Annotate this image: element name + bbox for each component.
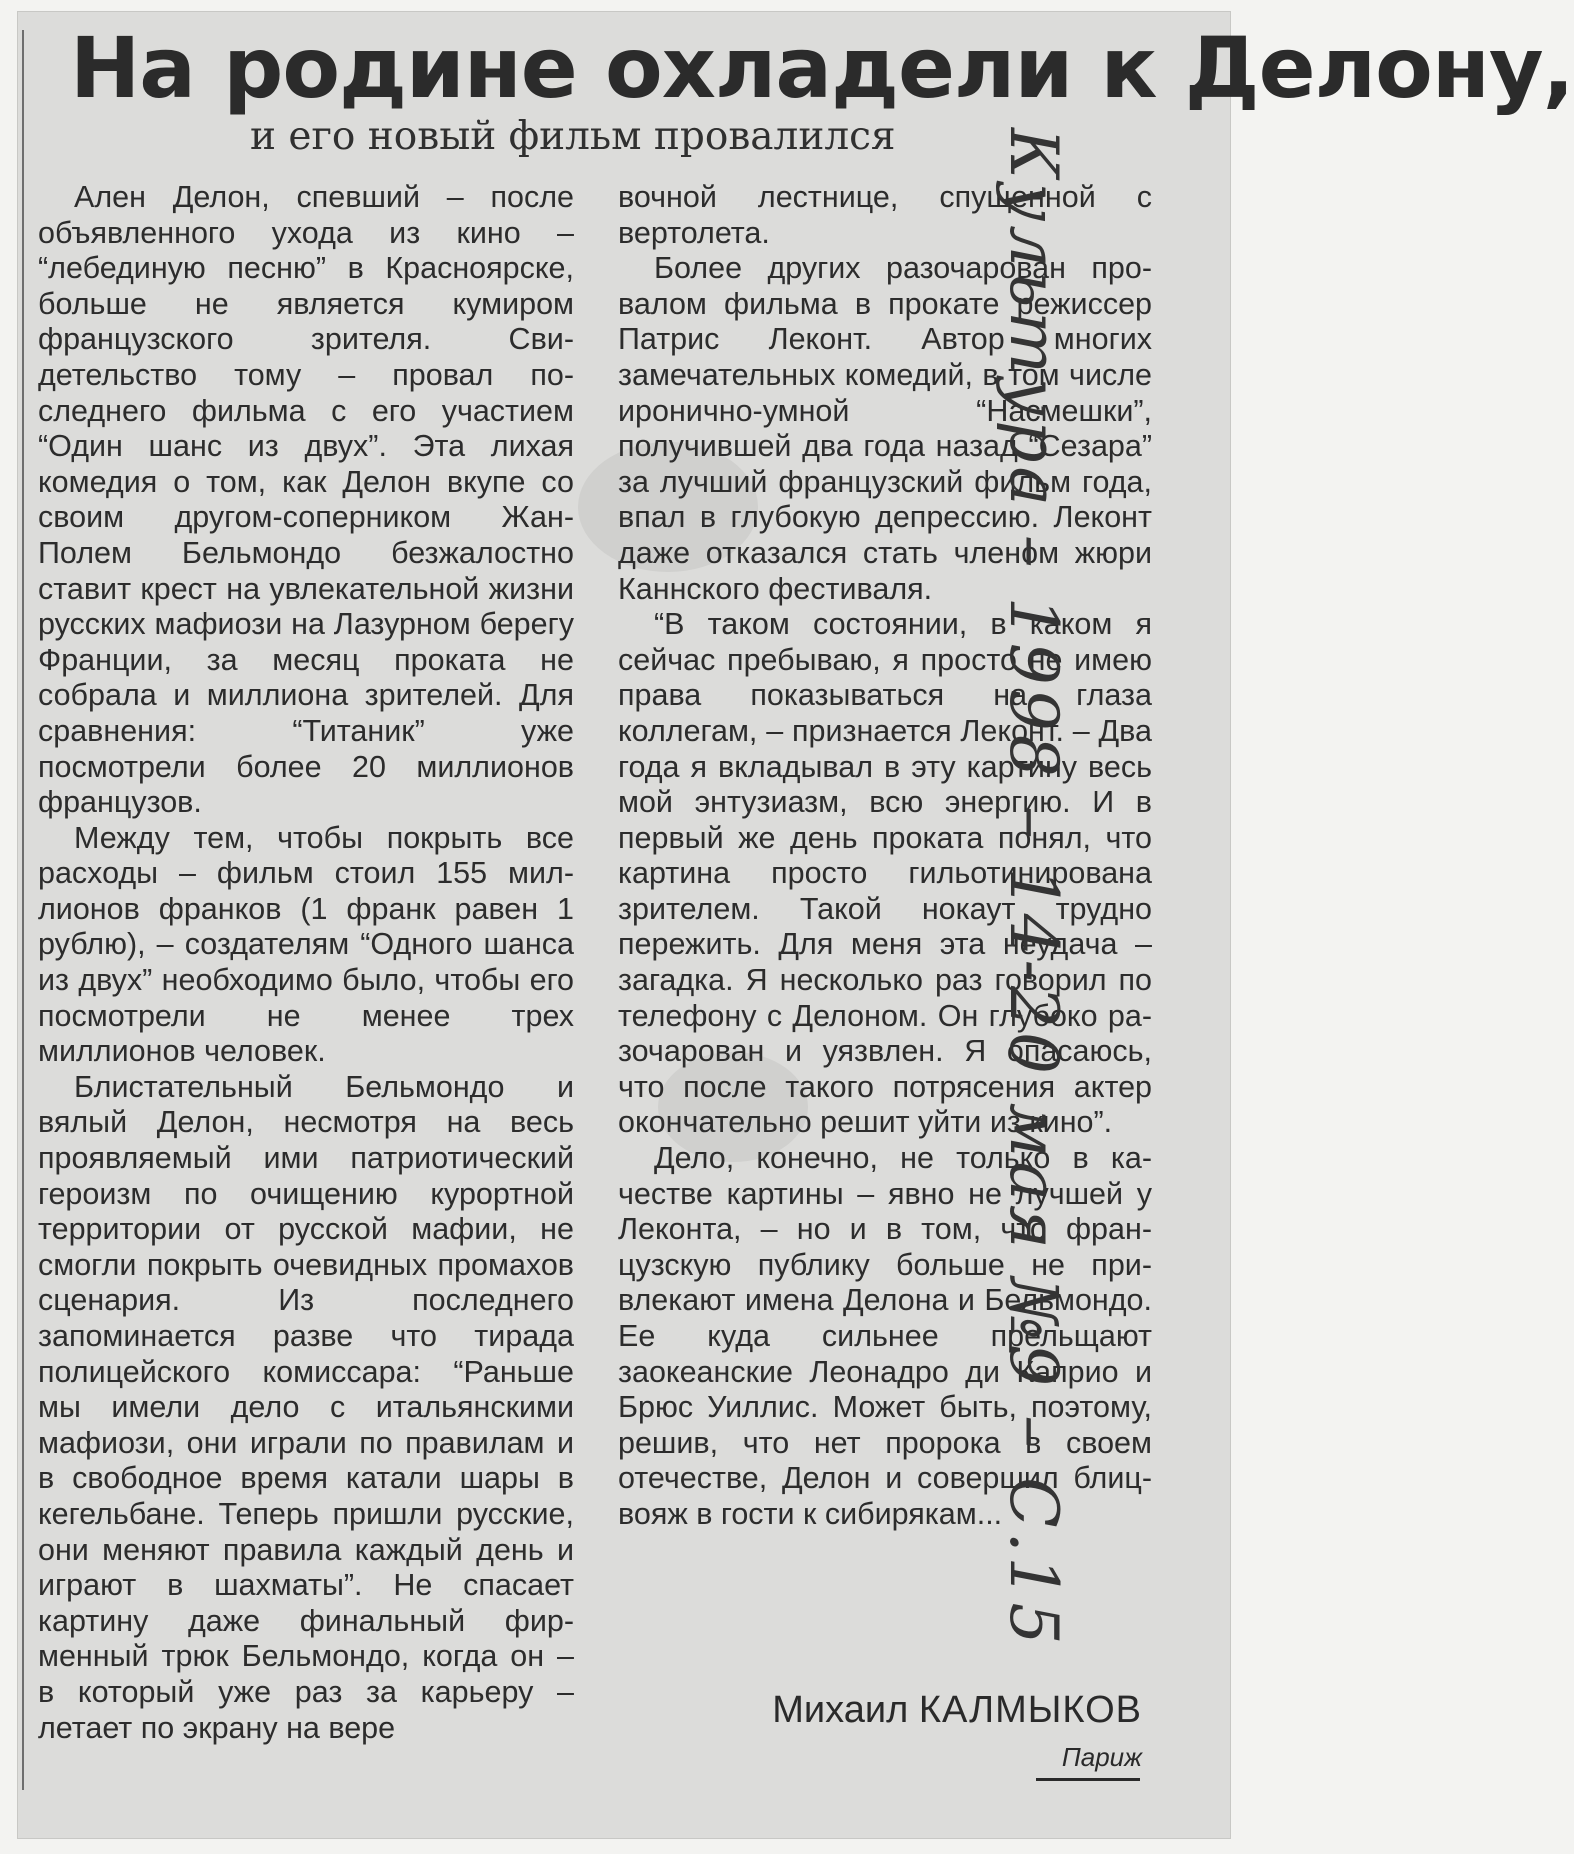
clipping-edge — [22, 30, 24, 1790]
paragraph: Ален Делон, спевший – после объявленного ухода из кино – “лебединую песню” в Красноярске, больше не является кумиром французского зрителя. Свидетельство тому – провал последнего фильма с его участием “Один шанс из двух”. Эта лихая комедия о том, как Делон вкупе со своим другом-соперником Жан-Полем Бельмондо безжалостно ставит крест на увлекательной жизни русских мафиози на Лазурном берегу Франции, за месяц проката не собрала и миллиона зрителей. Для сравнения: “Титаник” уже посмотрели более 20 миллионов французов. — [38, 180, 574, 820]
paragraph: вочной лестнице, спущенной с вертолета. — [618, 180, 1152, 250]
paragraph: “В таком состоянии, в каком я сейчас пребываю, я просто не имею права показываться на глаза коллегам, – признается Леконт. – Два года я вкладывал в эту картину весь мой энтузиазм, всю энергию. И в первый же день проката понял, что картина просто гильотинирована зрителем. Такой нокаут трудно пережить. Для меня эта неудача – загадка. Я несколько раз говорил по телефону с Делоном. Он глубоко разочарован и уязвлен. Я опасаюсь, что после такого потрясения актер окончательно решит уйти из кино”. — [618, 607, 1152, 1140]
author-first-name: Михаил — [772, 1689, 909, 1731]
paragraph: Блистательный Бельмондо и вялый Делон, несмотря на весь проявляемый ими патриотический героизм по очищению курортной территории от русской мафии, не смогли покрыть очевидных промахов сценария. Из последнего запоминается разве что тирада полицейского комиссара: “Раньше мы имели дело с итальянскими мафиози, они играли по правилам и в свободное время катали шары в кегельбане. Теперь пришли русские, они меняют правила каждый день и играют в шахматы”. Не спасает картину даже финальный фирменный трюк Бельмондо, когда он – в который уже раз за карьеру – летает по экрану на вере — [38, 1069, 574, 1745]
headline: На родине охладели к Делону, — [70, 19, 1574, 117]
article-column-left — [38, 180, 574, 1746]
paragraph: Дело, конечно, не только в качестве картины – явно не лучшей у Леконта, – но и в том, что французскую публику больше не привлекают имена Делона и Бельмондо. Ее куда сильнее прельщают заокеанские Леонадро ди Каприо и Брюс Уиллис. Может быть, поэтому, решив, что нет пророка в своем отечестве, Делон и совершил блиц-вояж в гости к сибирякам... — [618, 1141, 1152, 1531]
paragraph: Между тем, чтобы покрыть все расходы – фильм стоил 155 миллионов франков (1 франк равен 1 рублю), – создателям “Одного шанса из двух” необходимо было, чтобы его посмотрели не менее трех миллионов человек. — [38, 820, 574, 1069]
city-underline — [1036, 1778, 1140, 1781]
dateline-city: Париж — [1061, 1742, 1142, 1772]
subheadline: и его новый фильм провалился — [250, 114, 896, 159]
author-last-name: КАЛМЫКОВ — [918, 1689, 1142, 1731]
handwritten-source-note: Культура – 1998 – 14-20 мая №9 – С.15 — [995, 128, 1072, 1649]
paragraph: Более других разочарован провалом фильма в прокате режиссер Патрис Леконт. Автор многих замечательных комедий, в том числе иронично-умной “Насмешки”, получившей два года назад “Сезара” за лучший французский фильм года, впал в глубокую депрессию. Леконт даже отказался стать членом жюри Каннского фестиваля. — [618, 251, 1152, 606]
